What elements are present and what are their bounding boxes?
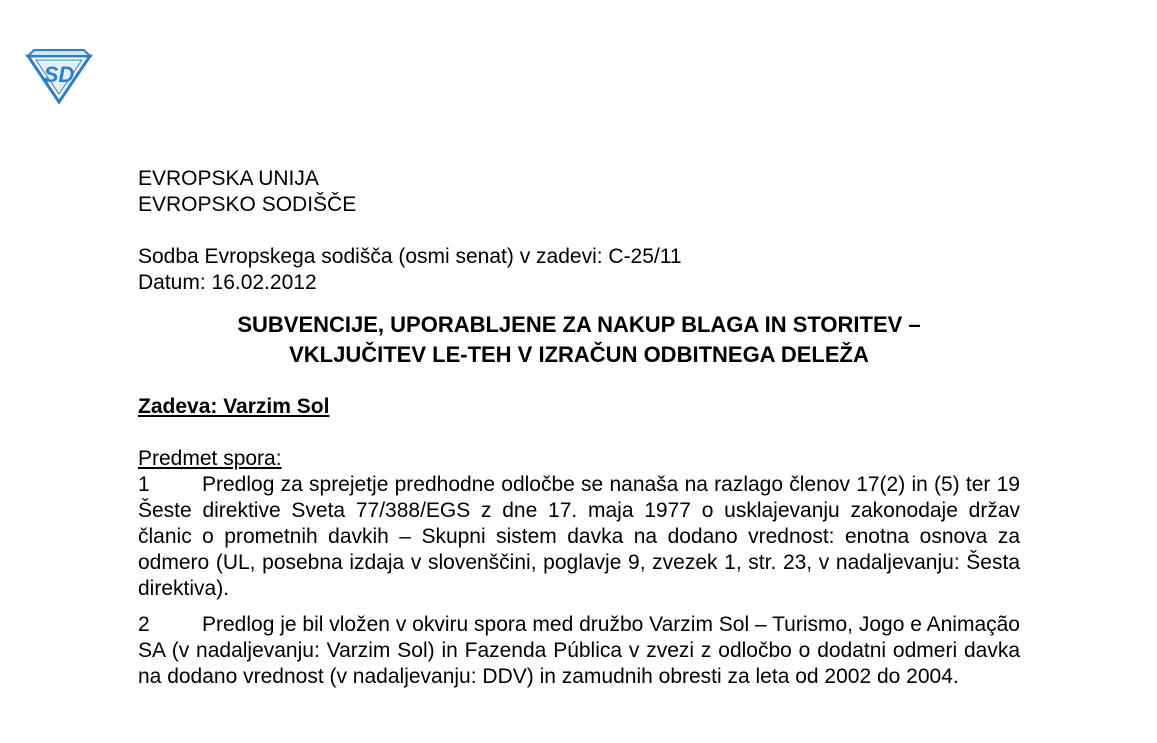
header-line-2: EVROPSKO SODIŠČE: [138, 193, 357, 216]
judgment-date: Datum: 16.02.2012: [138, 271, 317, 294]
sd-logo: [22, 48, 96, 104]
title-line-1: SUBVENCIJE, UPORABLJENE ZA NAKUP BLAGA IN STORITEV –: [237, 312, 921, 337]
header-line-1: EVROPSKA UNIJA: [138, 167, 319, 190]
judgment-reference: Sodba Evropskega sodišča (osmi senat) v zadevi: C-25/11: [138, 245, 682, 268]
case-heading: Zadeva: Varzim Sol: [138, 395, 330, 418]
document-title: [138, 310, 1020, 370]
diamond-logo-icon: [22, 48, 96, 104]
title-line-2: VKLJUČITEV LE-TEH V IZRAČUN ODBITNEGA DELEŽA: [289, 342, 869, 367]
paragraph-number: 2: [138, 613, 150, 636]
logo-text: SD: [43, 62, 75, 87]
subject-heading: Predmet spora:: [138, 447, 282, 470]
paragraph-text: Predlog za sprejetje predhodne odločbe se nanaša na razlago členov 17(2) in (5) ter 19 Šeste direktive Sveta 77/388/EGS z dne 17. maja 1977 o usklajevanju zakonodaje držav članic o prometnih davkih – Skupni sistem davka na dodano vrednost: enotna osnova za odmero (UL, posebna izdaja v slovenščini, poglavje 9, zvezek 1, str. 23, v nadaljevanju: Šesta direktiva).: [138, 473, 1020, 600]
paragraph-text: Predlog je bil vložen v okviru spora med družbo Varzim Sol – Turismo, Jogo e Animação SA (v nadaljevanju: Varzim Sol) in Fazenda Pública v zvezi z odločbo o dodatni odmeri davka na dodano vrednost (v nadaljevanju: DDV) in zamudnih obresti za leta od 2002 do 2004.: [138, 613, 1020, 688]
paragraph-1: [138, 472, 1020, 602]
paragraph-number: 1: [138, 473, 150, 496]
paragraph-2: [138, 612, 1020, 690]
document-body: [138, 166, 1020, 690]
